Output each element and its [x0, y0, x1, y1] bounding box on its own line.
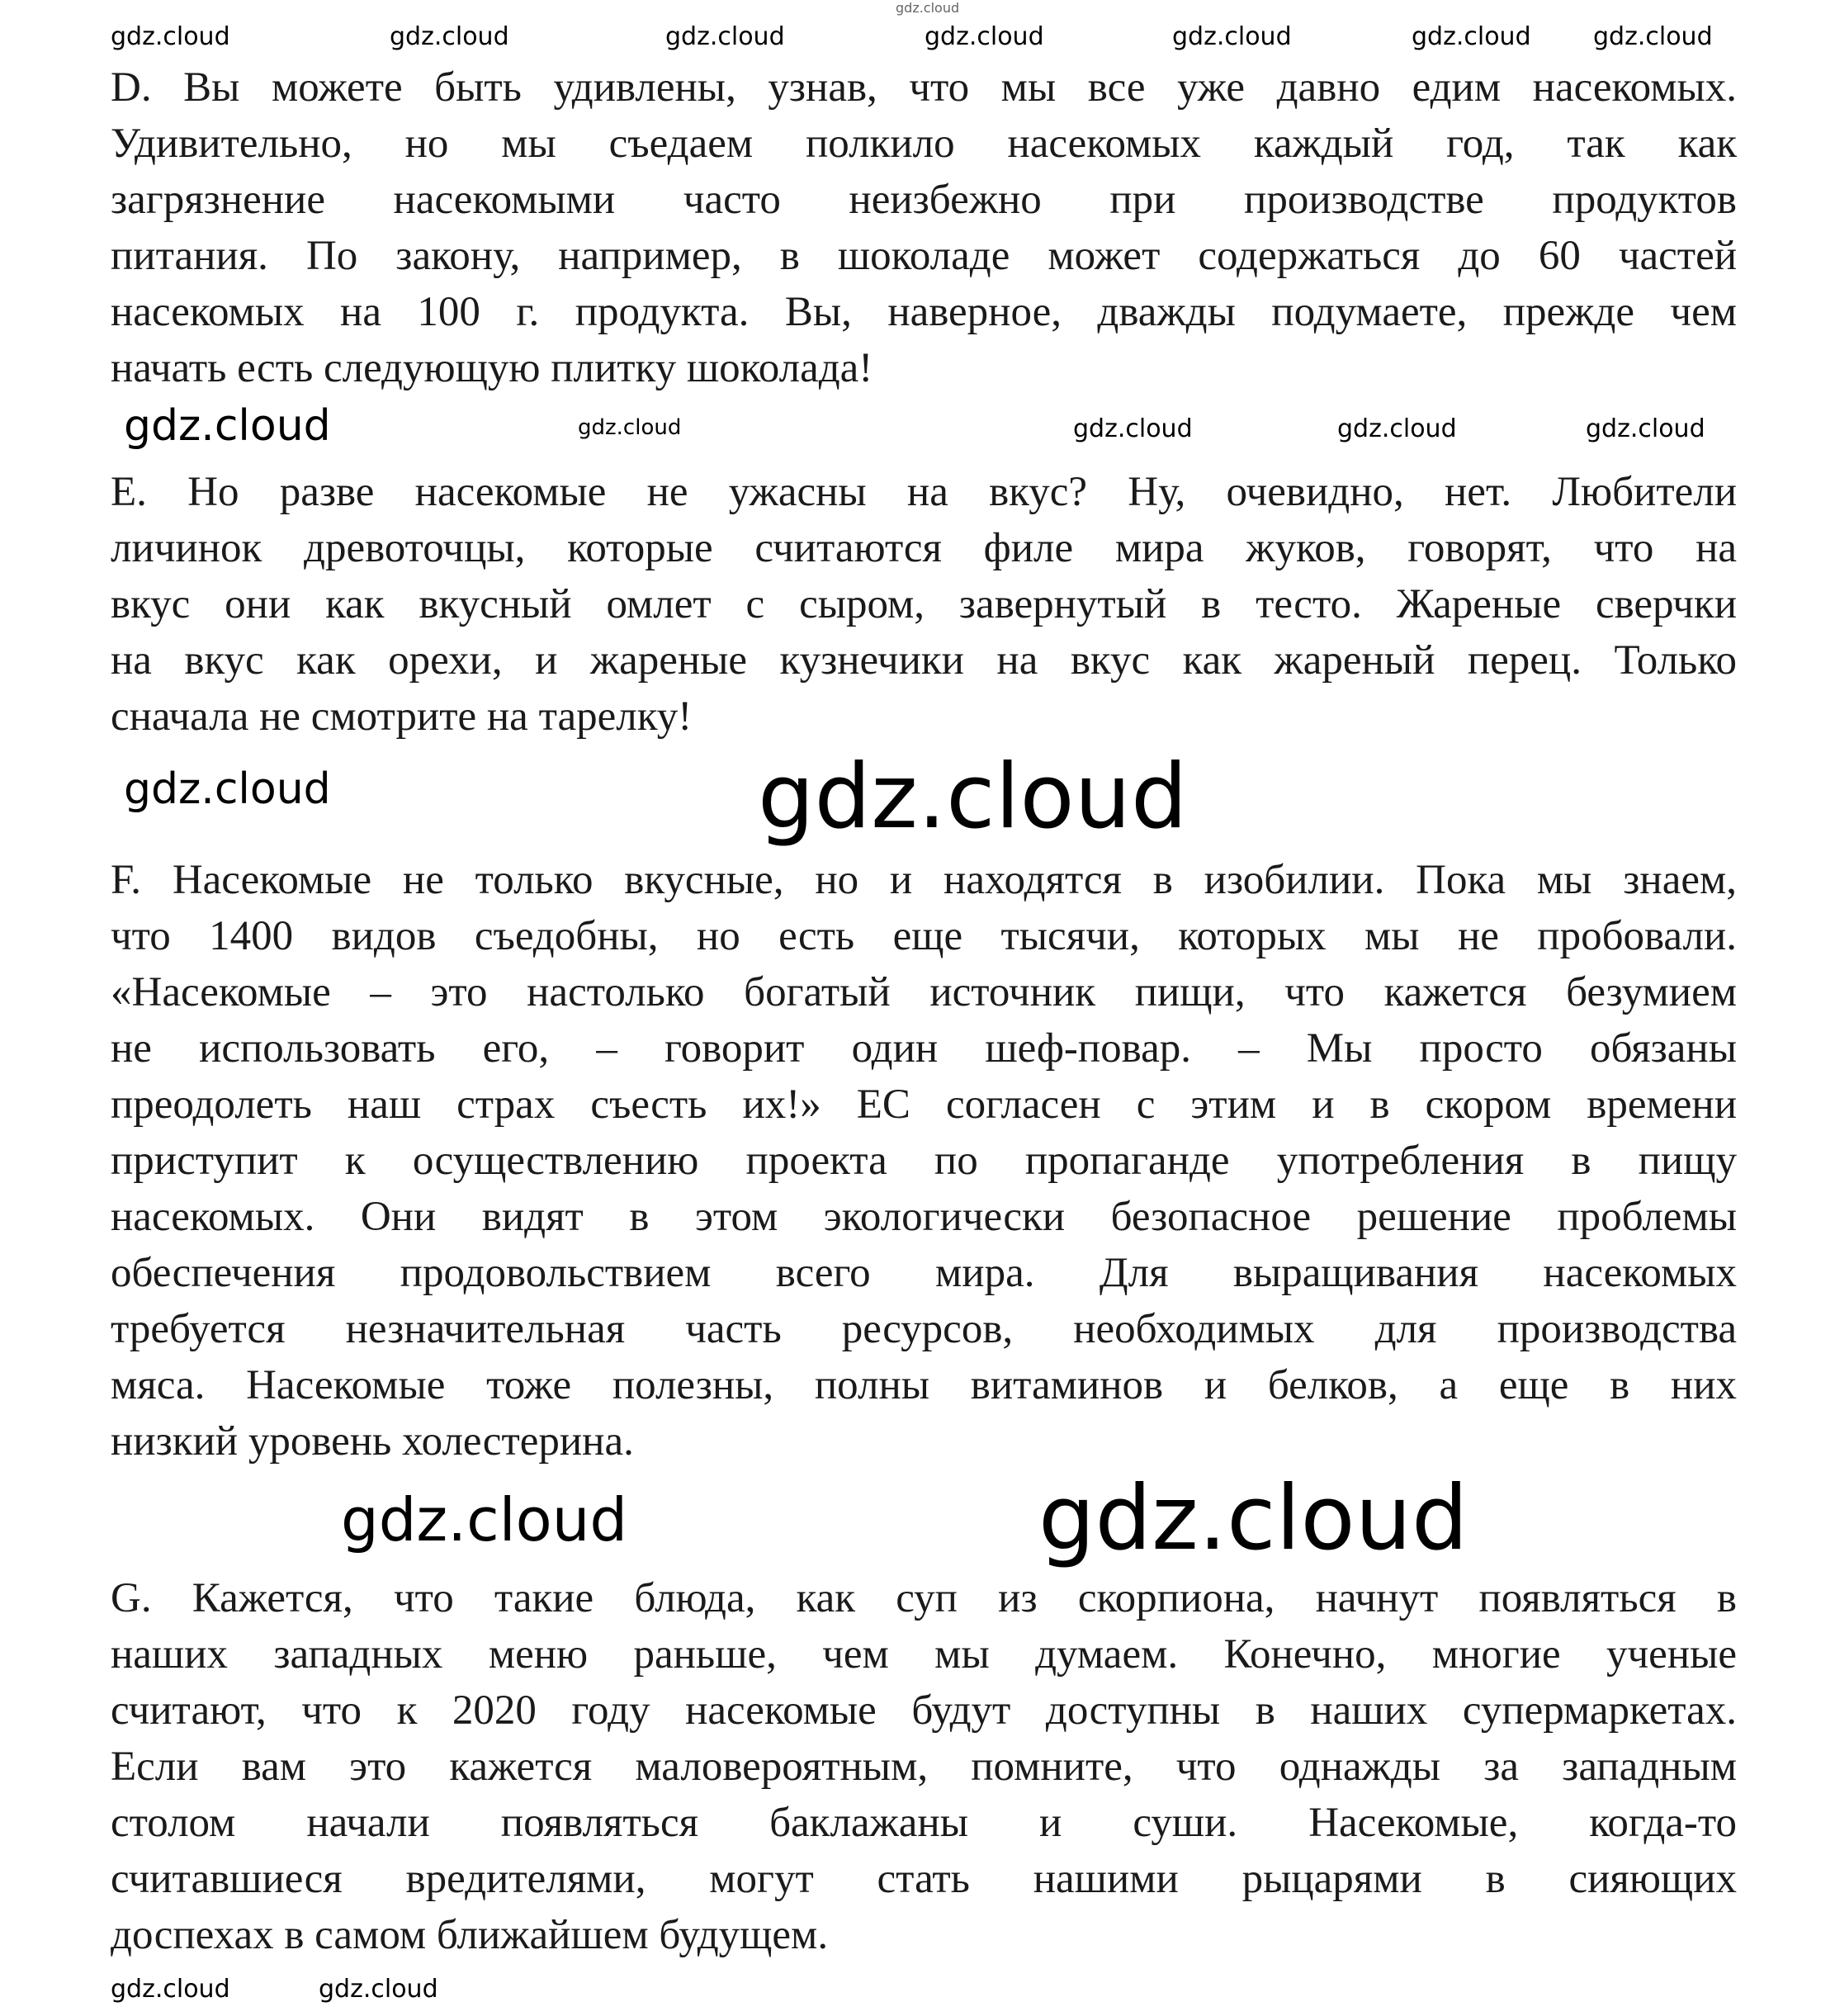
watermark: gdz.cloud [578, 415, 682, 440]
text-line: считают, что к 2020 году насекомые будут доступны в наших супермаркетах. [111, 1687, 1737, 1734]
paragraph-d [111, 59, 1737, 396]
text-line: G. Кажется, что такие блюда, как суп из скорпиона, начнут появляться в [111, 1575, 1737, 1621]
watermark: gdz.cloud [925, 22, 1044, 51]
text-line: обеспечения продовольствием всего мира. Для выращивания насекомых [111, 1250, 1737, 1296]
text-line: требуется незначительная часть ресурсов, необходимых для производства [111, 1306, 1737, 1352]
text-line: на вкус как орехи, и жареные кузнечики на вкус как жареный перец. Только [111, 637, 1737, 684]
text-line: вкус они как вкусный омлет с сыром, завернутый в тесто. Жареные сверчки [111, 581, 1737, 627]
text-line: D. Вы можете быть удивлены, узнав, что мы все уже давно едим насекомых. [111, 64, 1737, 111]
watermark: gdz.cloud [1593, 22, 1713, 51]
watermark: gdz.cloud [665, 22, 785, 51]
watermark: gdz.cloud [341, 1485, 628, 1555]
text-line: Удивительно, но мы съедаем полкило насекомых каждый год, так как [111, 121, 1737, 167]
watermark: gdz.cloud [124, 764, 331, 814]
paragraph-e [111, 464, 1737, 745]
text-line: низкий уровень холестерина. [111, 1418, 634, 1465]
text-line: доспехах в самом ближайшем будущем. [111, 1912, 829, 1958]
watermark: gdz.cloud [896, 0, 960, 16]
text-line: загрязнение насекомыми часто неизбежно при производстве продуктов [111, 177, 1737, 223]
watermark: gdz.cloud [1038, 1467, 1468, 1570]
text-line: насекомых. Они видят в этом экологически безопасное решение проблемы [111, 1194, 1737, 1240]
text-line: питания. По закону, например, в шоколаде может содержаться до 60 частей [111, 233, 1737, 279]
text-line: мяса. Насекомые тоже полезны, полны витаминов и белков, а еще в них [111, 1362, 1737, 1408]
watermark: gdz.cloud [319, 1975, 438, 2004]
text-line: E. Но разве насекомые не ужасны на вкус? Ну, очевидно, нет. Любители [111, 469, 1737, 515]
watermark: gdz.cloud [111, 22, 230, 51]
watermark: gdz.cloud [390, 22, 509, 51]
text-line: сначала не смотрите на тарелку! [111, 693, 693, 740]
watermark: gdz.cloud [1586, 414, 1705, 443]
text-line: начать есть следующую плитку шоколада! [111, 345, 873, 391]
watermark: gdz.cloud [1412, 22, 1531, 51]
watermark: gdz.cloud [1337, 414, 1457, 443]
paragraph-g [111, 1570, 1737, 1963]
text-line: столом начали появляться баклажаны и суши. Насекомые, когда-то [111, 1800, 1737, 1846]
text-line: приступит к осуществлению проекта по пропаганде употребления в пищу [111, 1138, 1737, 1184]
text-line: преодолеть наш страх съесть их!» ЕС согласен с этим и в скором времени [111, 1081, 1737, 1128]
text-line: Если вам это кажется маловероятным, помните, что однажды за западным [111, 1744, 1737, 1790]
watermark: gdz.cloud [1172, 22, 1292, 51]
watermark: gdz.cloud [1073, 414, 1193, 443]
text-line: что 1400 видов съедобны, но есть еще тысячи, которых мы не пробовали. [111, 913, 1737, 959]
text-line: насекомых на 100 г. продукта. Вы, наверное, дважды подумаете, прежде чем [111, 289, 1737, 335]
text-line: не использовать его, – говорит один шеф-повар. – Мы просто обязаны [111, 1025, 1737, 1072]
text-line: наших западных меню раньше, чем мы думаем. Конечно, многие ученые [111, 1631, 1737, 1678]
text-line: личинок древоточцы, которые считаются филе мира жуков, говорят, что на [111, 525, 1737, 571]
text-line: F. Насекомые не только вкусные, но и находятся в изобилии. Пока мы знаем, [111, 857, 1737, 903]
watermark: gdz.cloud [124, 401, 331, 451]
watermark: gdz.cloud [111, 1975, 230, 2004]
paragraph-f [111, 852, 1737, 1469]
text-line: «Насекомые – это настолько богатый источник пищи, что кажется безумием [111, 969, 1737, 1015]
watermark: gdz.cloud [758, 745, 1188, 849]
text-line: считавшиеся вредителями, могут стать нашими рыцарями в сияющих [111, 1856, 1737, 1902]
